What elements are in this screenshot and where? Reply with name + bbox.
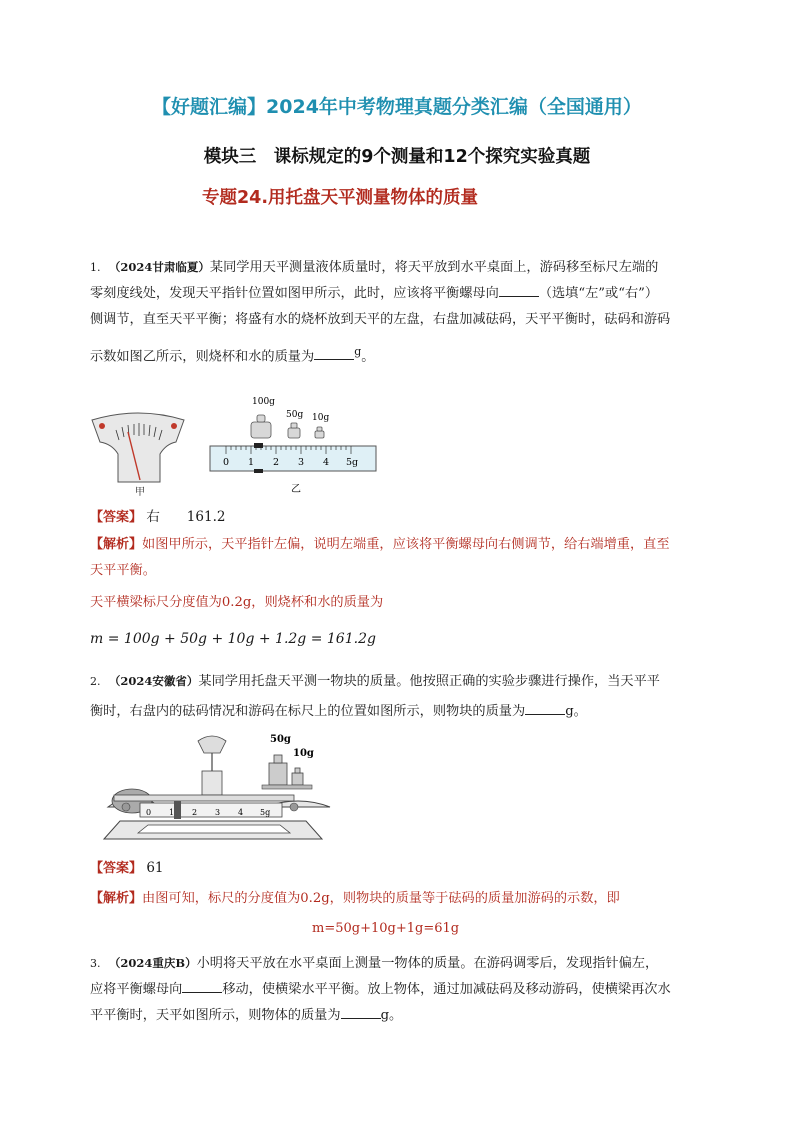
q1-explanation: 【解析】如图甲所示，天平指针左偏，说明左端重，应该将平衡螺母向右侧调节，给右端增重，直至 天平平衡。 天平横梁标尺分度值为0.2g，则烧杯和水的质量为 — [90, 537, 670, 610]
q2-explanation: 【解析】由图可知，标尺的分度值为0.2g，则物块的质量等于砝码的质量加游码的示数，即 — [90, 891, 620, 906]
answer-tag: 【答案】 — [90, 510, 143, 525]
q1-line1: 1. （2024甘肃临夏）某同学用天平测量液体质量时，将天平放到水平桌面上，游码移至标尺左端的 — [90, 260, 659, 275]
scale-tick-label: 2 — [273, 457, 280, 468]
q2-number: 2. — [90, 675, 101, 688]
scale-tick-label: 5g — [260, 808, 271, 817]
question-2: 2. （2024安徽省）某同学用托盘天平测一物块的质量。他按照正确的实验步骤进行操作，当天平平 衡时，右盘内的砝码情况和游码在标尺上的位置如图所示，则物块的质量为 g。 — [90, 674, 660, 719]
answer-value: 61 — [146, 860, 164, 876]
weight-label: 50g — [286, 410, 304, 420]
weight-label: 10g — [293, 748, 314, 759]
doc-title: 【好题汇编】2024年中考物理真题分类汇编（全国通用） — [152, 96, 642, 118]
weight-label: 100g — [252, 397, 275, 407]
weight-label: 50g — [270, 734, 291, 745]
answer-blank — [341, 1004, 381, 1019]
q1-equation: m = 100g + 50g + 10g + 1.2g = 161.2g — [90, 631, 376, 647]
scale-tick-label: 0 — [223, 457, 230, 468]
q2-answer — [90, 857, 164, 876]
question-1 — [90, 254, 710, 370]
scale-tick-label: 1 — [169, 808, 175, 817]
q3-number: 3. — [90, 957, 101, 970]
q1-line3: 侧调节，直至天平平衡；将盛有水的烧杯放到天平的左盘，右盘加减砝码，天平平衡时，砝码和游码 — [90, 312, 671, 327]
scale-tick-label: 0 — [146, 808, 152, 817]
explanation-tag: 【解析】 — [90, 537, 143, 552]
answer-blank — [314, 345, 354, 360]
q1-line2: 零刻度线处，发现天平指针位置如图甲所示，此时，应该将平衡螺母向 （选填“左”或“右”） — [90, 281, 710, 307]
question-3: 3. （2024重庆B）小明将天平放在水平桌面上测量一物体的质量。在游码调零后，发现指针偏左， 应将平衡螺母向 移动，使横梁水平平衡。放上物体，通过加减砝码及移动游码，使横梁再次水 平平衡时，天平如图所示，则物体的质量为 g。 — [90, 956, 671, 1023]
q1-answer — [90, 505, 225, 525]
module-title: 模块三 课标规定的9个测量和12个探究实验真题 — [203, 147, 591, 167]
scale-tick-label: 3 — [215, 808, 221, 817]
fig-label-b: 乙 — [291, 484, 301, 495]
q1-figure — [88, 392, 388, 498]
q1-number: 1. — [90, 261, 101, 274]
answer-blank — [499, 282, 539, 297]
answer-blank — [182, 978, 222, 993]
q3-source: （2024重庆B） — [108, 956, 197, 970]
answer-tag: 【答案】 — [90, 861, 143, 876]
scale-tick-label: 5g — [346, 457, 359, 468]
answer-value: 右 161.2 — [146, 509, 226, 525]
scale-tick-label: 4 — [238, 808, 244, 817]
answer-blank — [525, 700, 565, 715]
scale-tick-label: 4 — [323, 457, 330, 468]
q1-source: （2024甘肃临夏） — [108, 260, 210, 274]
q2-source: （2024安徽省） — [108, 674, 199, 688]
topic-title: 专题24.用托盘天平测量物体的质量 — [202, 188, 478, 208]
fig-label-a: 甲 — [135, 487, 145, 498]
pointer-dial-figure — [92, 413, 184, 482]
scale-tick-label: 2 — [192, 808, 198, 817]
scale-tick-label: 3 — [298, 457, 305, 468]
weight-label: 10g — [312, 413, 330, 423]
q2-balance-figure — [94, 727, 334, 849]
explanation-tag: 【解析】 — [90, 891, 143, 906]
q2-equation: m=50g+10g+1g=61g — [312, 921, 460, 936]
scale-tick-label: 1 — [248, 457, 255, 468]
q1-line4: 示数如图乙所示，则烧杯和水的质量为 $^g$。 — [90, 345, 375, 365]
